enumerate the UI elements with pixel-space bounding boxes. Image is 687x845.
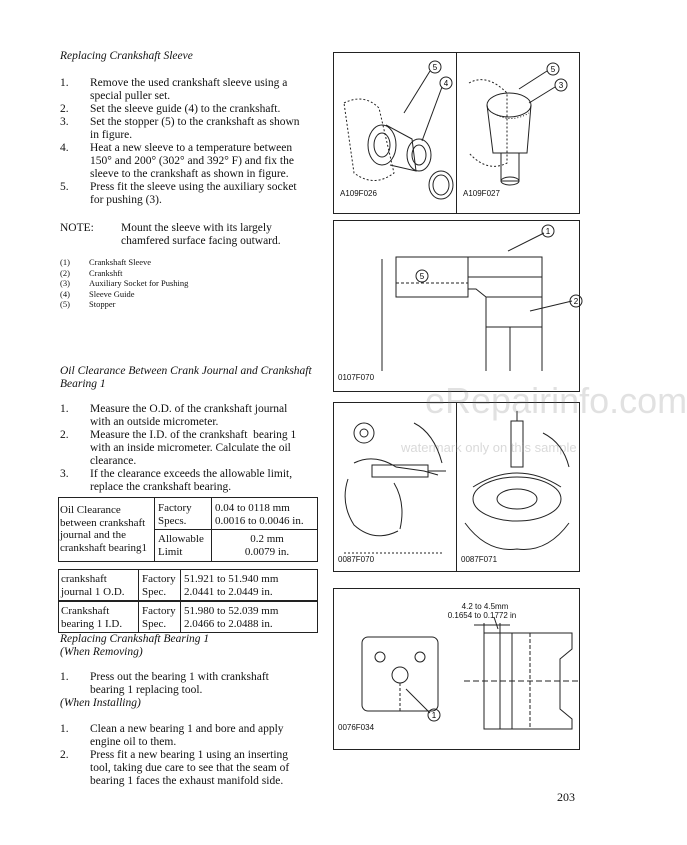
allowable-limit-label: Allowable Limit [158, 533, 204, 558]
section-title-replacing-bearing: Replacing Crankshaft Bearing 1 [60, 633, 210, 645]
step-number: 2. [60, 103, 69, 115]
bearing-id-value: 51.980 to 52.039 mm 2.0466 to 2.0488 in. [184, 605, 279, 630]
callout-5: 5 [419, 272, 425, 281]
figure-code-0107f070: 0107F070 [338, 373, 375, 382]
inside-micrometer-illustration [457, 403, 579, 571]
dimension-in: 0.1654 to 0.1772 in [447, 611, 517, 620]
watermark-site: eRepairinfo.com [425, 380, 687, 421]
step-number: 1. [60, 403, 69, 415]
step-text: Measure the O.D. of the crankshaft journal with an outside micrometer. [90, 403, 288, 428]
figure-outside-micrometer [333, 402, 457, 572]
figure-code-a109f027: A109F027 [463, 189, 500, 198]
step-text: Heat a new sleeve to a temperature between 150° and 200° (302° and 392° F) and fix the sleeve to the crankshaft as shown in figure. [90, 142, 294, 180]
section-title-crankshaft-sleeve: Replacing Crankshaft Sleeve [60, 50, 193, 62]
figure-sleeve-cross-section [333, 220, 580, 392]
figure-code-0087f070: 0087F070 [338, 555, 375, 564]
journal-od-spec-label: Factory Spec. [142, 573, 176, 598]
legend-text: Stopper [89, 299, 116, 310]
legend-item [60, 257, 260, 268]
legend-number: (5) [60, 299, 70, 310]
step-text: Set the stopper (5) to the crankshaft as shown in figure. [90, 116, 300, 141]
figure-sleeve-press [456, 52, 580, 214]
factory-specs-value: 0.04 to 0118 mm 0.0016 to 0.0046 in. [215, 502, 304, 527]
figure-code-0087f071: 0087F071 [461, 555, 498, 564]
step-text: Remove the used crankshaft sleeve using a special puller set. [90, 77, 288, 102]
step-number: 1. [60, 723, 69, 735]
dimension-mm: 4.2 to 4.5mm [461, 602, 509, 611]
callout-5: 5 [550, 65, 556, 74]
step-text: Press out the bearing 1 with crankshaft bearing 1 replacing tool. [90, 671, 269, 696]
note-text: Mount the sleeve with its largely chamfered surface facing outward. [121, 222, 281, 247]
section-title-oil-clearance-line1: Oil Clearance Between Crank Journal and Crankshaft [60, 365, 312, 377]
oil-clearance-label: Oil Clearance between crankshaft journal and the crankshaft bearing1 [60, 504, 148, 554]
callout-1: 1 [431, 711, 437, 720]
legend-text: Crankshaft Sleeve [89, 257, 152, 267]
callout-3: 3 [558, 81, 564, 90]
step-number: 4. [60, 142, 69, 154]
figure-code-0076f034: 0076F034 [338, 723, 375, 732]
legend-item [60, 278, 260, 289]
legend-text: Crankshft [89, 267, 123, 278]
legend-item [60, 268, 260, 279]
legend-number: (1) [60, 257, 70, 267]
figure-bearing-position [333, 588, 580, 750]
step-text: Set the sleeve guide (4) to the crankshaft. [90, 103, 281, 115]
bearing-id-spec-label: Factory Spec. [142, 605, 176, 630]
step-number: 2. [60, 429, 69, 441]
callout-1: 1 [545, 227, 551, 236]
step-number: 5. [60, 181, 69, 193]
section-title-oil-clearance-line2: Bearing 1 [60, 378, 106, 390]
step-number: 3. [60, 468, 69, 480]
step-number: 3. [60, 116, 69, 128]
bearing-id-table [58, 601, 318, 633]
legend-number: (2) [60, 267, 70, 278]
legend-text: Auxiliary Socket for Pushing [89, 278, 189, 289]
figure-sleeve-guide [333, 52, 457, 214]
figure-code-a109f026: A109F026 [340, 189, 377, 198]
cross-section-illustration [334, 221, 579, 391]
step-number: 1. [60, 671, 69, 683]
journal-od-value: 51.921 to 51.940 mm 2.0441 to 2.0449 in. [184, 573, 279, 598]
step-text: Press fit a new bearing 1 using an inserting tool, taking due care to see that the seam of bearing 1 faces the exhaust manifold side. [90, 749, 290, 787]
oil-clearance-table [58, 497, 318, 562]
step-number: 2. [60, 749, 69, 761]
when-removing-label: (When Removing) [60, 646, 143, 658]
outside-micrometer-illustration [334, 403, 456, 571]
step-text: Measure the I.D. of the crankshaft bearing 1 with an inside micrometer. Calculate the oil clearance. [90, 429, 297, 467]
figure-inside-micrometer [456, 402, 580, 572]
step-text: Press fit the sleeve using the auxiliary socket for pushing (3). [90, 181, 297, 206]
when-installing-label: (When Installing) [60, 697, 141, 709]
journal-od-label: crankshaft journal 1 O.D. [61, 573, 125, 598]
page-number: 203 [557, 790, 575, 804]
legend-item [60, 289, 260, 300]
legend-item [60, 299, 260, 310]
factory-specs-label: Factory Specs. [158, 502, 192, 527]
legend-text: Sleeve Guide [89, 288, 135, 299]
step-number: 1. [60, 77, 69, 89]
watermark-note: watermark only on this sample [401, 440, 577, 455]
legend-number: (3) [60, 278, 70, 289]
callout-5: 5 [432, 63, 438, 72]
callout-4: 4 [443, 79, 449, 88]
callout-2: 2 [573, 297, 579, 306]
note-label: NOTE: [60, 222, 94, 234]
step-text: If the clearance exceeds the allowable limit, replace the crankshaft bearing. [90, 468, 293, 493]
allowable-limit-value: 0.2 mm 0.0079 in. [244, 533, 290, 558]
journal-od-table [58, 569, 318, 601]
legend-number: (4) [60, 288, 70, 299]
step-text: Clean a new bearing 1 and bore and apply engine oil to them. [90, 723, 284, 748]
bearing-id-label: Crankshaft bearing 1 I.D. [61, 605, 123, 630]
